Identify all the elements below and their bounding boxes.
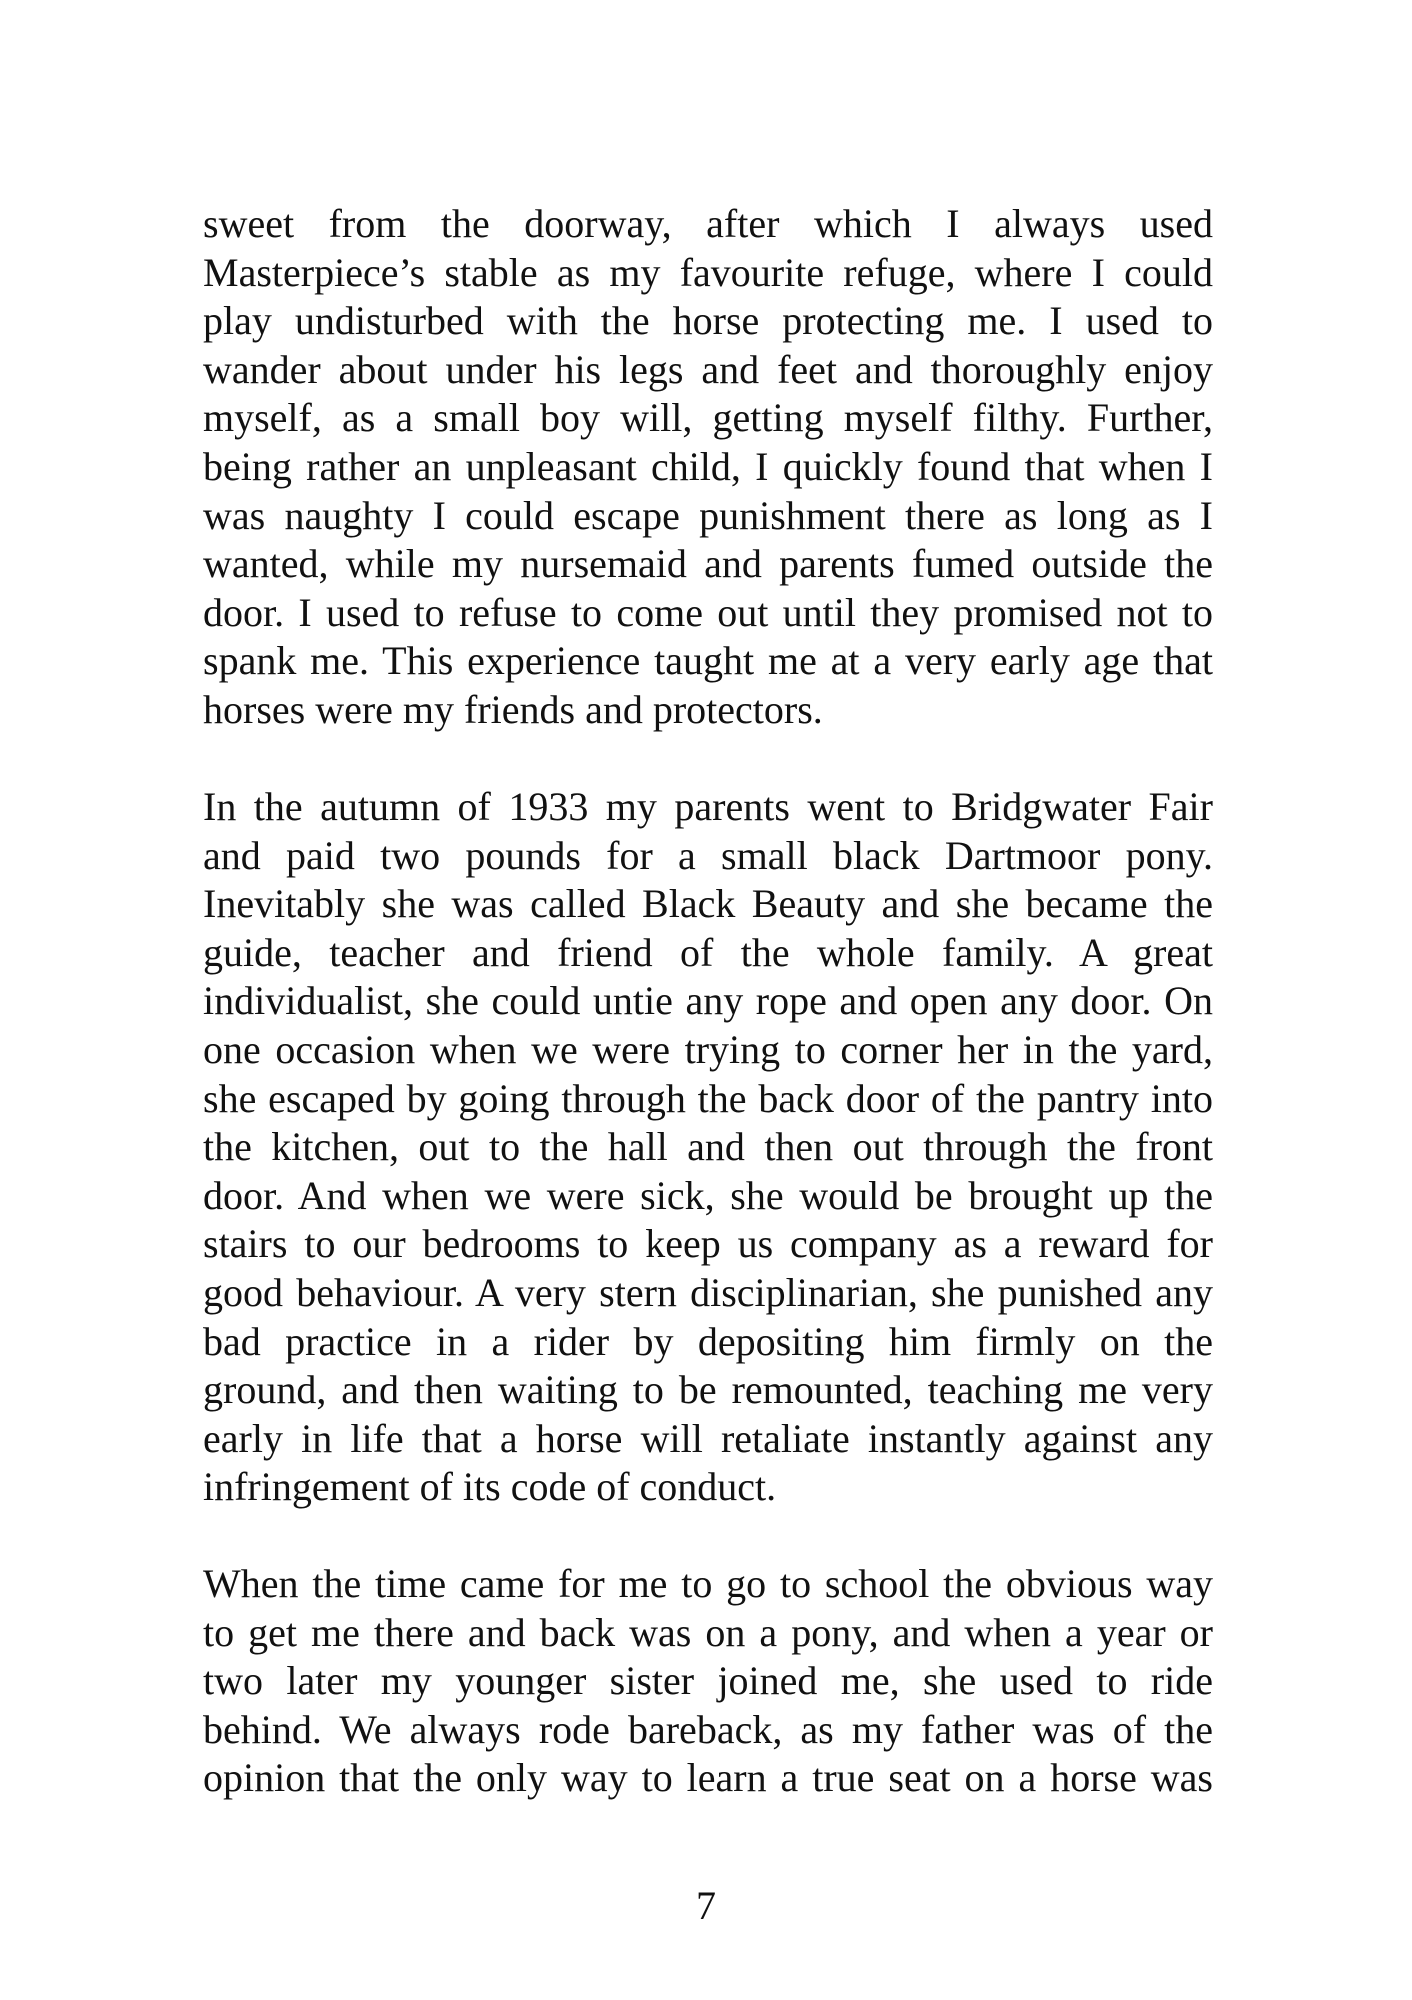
paragraph-3 xyxy=(203,1560,1213,1803)
text-line: she escaped by going through the back door of the pantry into xyxy=(203,1075,1213,1121)
text-line: door. I used to refuse to come out until they promised not to xyxy=(203,589,1213,635)
text-line: sweet from the doorway, after which I always used xyxy=(203,201,1213,246)
text-line: individualist, she could untie any rope and open any door. On xyxy=(203,978,1213,1024)
text-line: wander about under his legs and feet and thoroughly enjoy xyxy=(203,346,1213,392)
text-line: good behaviour. A very stern disciplinarian, she punished any xyxy=(203,1269,1213,1315)
text-line: In the autumn of 1933 my parents went to Bridgwater Fair xyxy=(203,784,1213,829)
page-number: 7 xyxy=(696,1883,716,1928)
text-line: being rather an unpleasant child, I quickly found that when I xyxy=(203,443,1213,489)
text-line: opinion that the only way to learn a true seat on a horse was xyxy=(203,1755,1213,1801)
text-line: spank me. This experience taught me at a very early age that xyxy=(203,638,1213,684)
paragraph-2 xyxy=(203,783,1213,1512)
text-line: guide, teacher and friend of the whole family. A great xyxy=(203,929,1213,975)
text-line: stairs to our bedrooms to keep us company as a reward for xyxy=(203,1221,1213,1267)
text-line: was naughty I could escape punishment there as long as I xyxy=(203,492,1213,538)
text-line: myself, as a small boy will, getting myself filthy. Further, xyxy=(203,395,1213,441)
text-line: bad practice in a rider by depositing him firmly on the xyxy=(203,1318,1213,1364)
text-line: ground, and then waiting to be remounted, teaching me very xyxy=(203,1367,1213,1413)
text-line: early in life that a horse will retaliate instantly against any xyxy=(203,1415,1213,1461)
text-line: to get me there and back was on a pony, and when a year or xyxy=(203,1609,1213,1655)
text-line: behind. We always rode bareback, as my father was of the xyxy=(203,1706,1213,1752)
paragraph-1 xyxy=(203,200,1213,735)
text-line: play undisturbed with the horse protecting me. I used to xyxy=(203,298,1213,344)
text-line: wanted, while my nursemaid and parents fumed outside the xyxy=(203,541,1213,587)
text-line: the kitchen, out to the hall and then out through the front xyxy=(203,1124,1213,1170)
text-line: Inevitably she was called Black Beauty and she became the xyxy=(203,881,1213,927)
text-line: two later my younger sister joined me, she used to ride xyxy=(203,1658,1213,1704)
text-line: one occasion when we were trying to corner her in the yard, xyxy=(203,1026,1213,1072)
text-line: Masterpiece’s stable as my favourite refuge, where I could xyxy=(203,249,1213,295)
text-line: horses were my friends and protectors. xyxy=(203,686,823,732)
text-line: infringement of its code of conduct. xyxy=(203,1464,777,1510)
text-line: When the time came for me to go to school the obvious way xyxy=(203,1561,1213,1606)
text-line: and paid two pounds for a small black Dartmoor pony. xyxy=(203,832,1213,878)
text-line: door. And when we were sick, she would be brought up the xyxy=(203,1172,1213,1218)
